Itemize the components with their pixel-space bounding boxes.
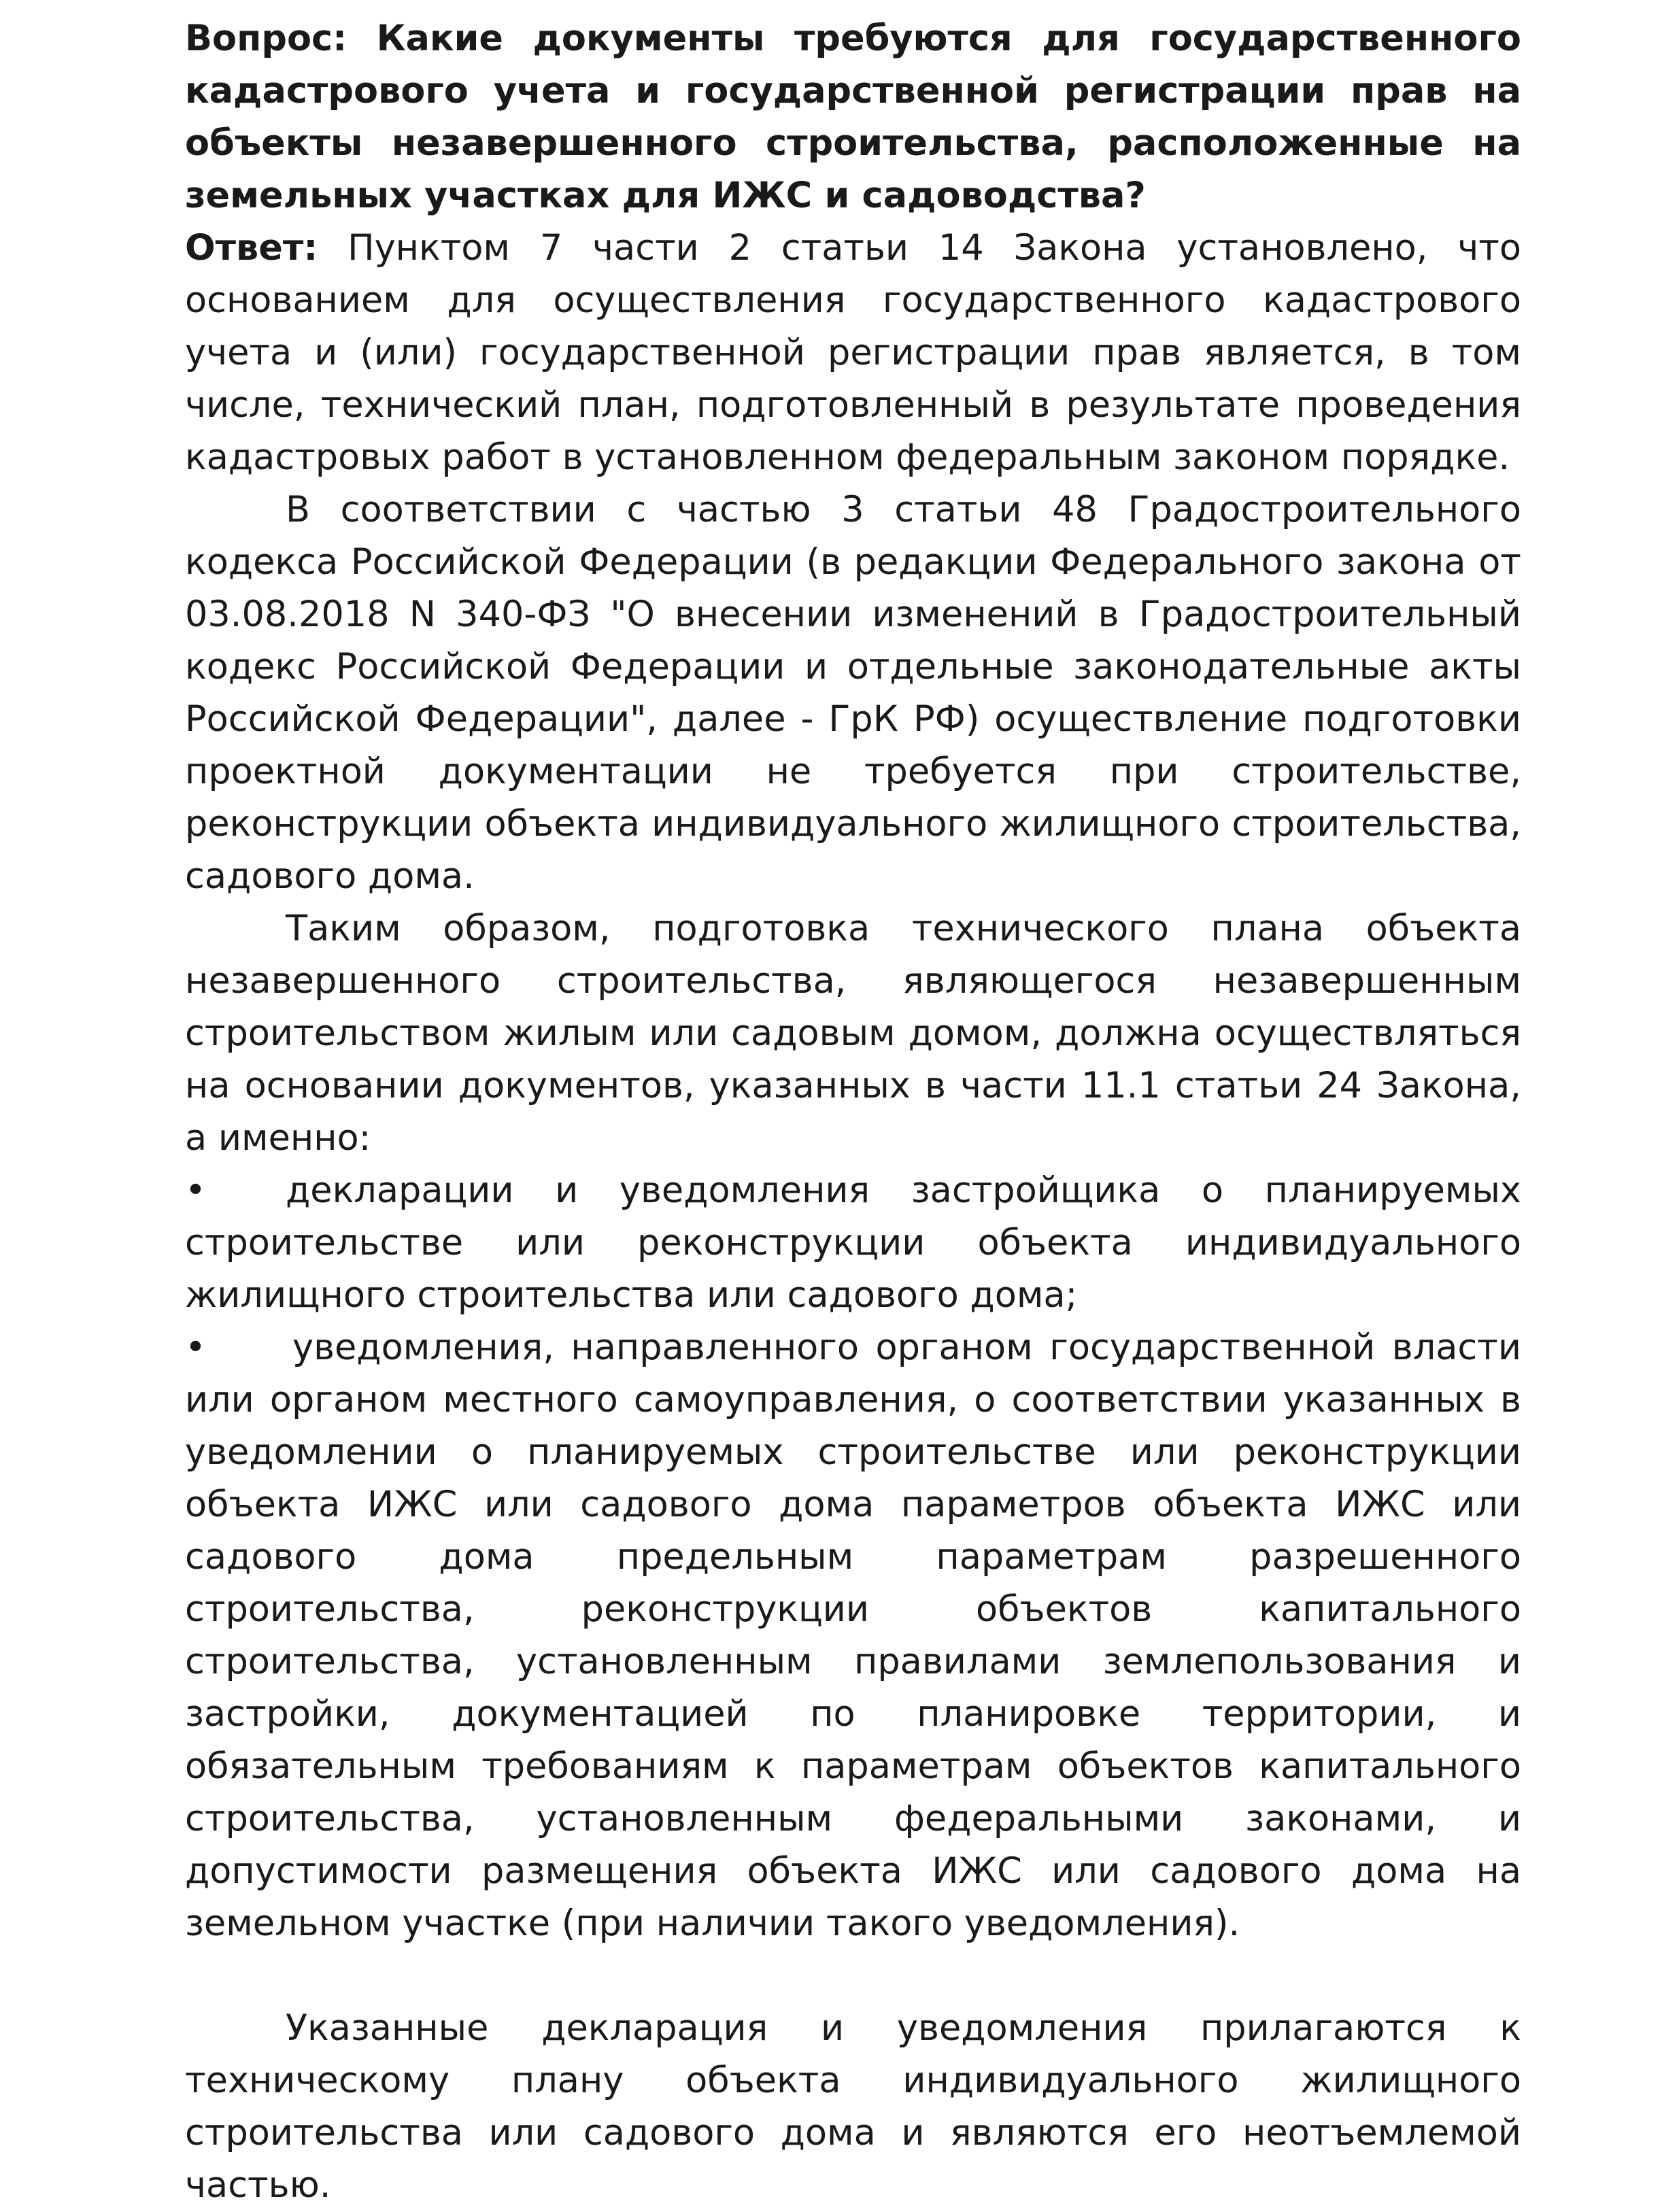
bullet-item-notification (185, 1321, 1521, 1950)
bullet-text: уведомления, направленного органом государственной власти или органом местного самоуправления, о соответствии указанных в уведомлении о планируемых строительстве или реконструкции объекта ИЖС или садового дома параметров объекта ИЖС или садового дома предельным параметрам разрешенного строительства, реконструкции объектов капитального строительства, установленным правилами землепользования и застройки, документацией по планировке территории, и обязательным требованиям к параметрам объектов капитального строительства, установленным федеральными законами, и допустимости размещения объекта ИЖС или садового дома на земельном участке (при наличии такого уведомления). (185, 1327, 1521, 1944)
paragraph-conclusion: Таким образом, подготовка технического плана объекта незавершенного строительства, являющегося незавершенным строительством жилым или садовым домом, должна осуществляться на основании документов, указанных в части 11.1 статьи 24 Закона, а именно: (185, 908, 1521, 1159)
answer-label: Ответ: (185, 227, 318, 269)
bullet-icon: • (185, 1170, 206, 1211)
answer-text: Пунктом 7 части 2 статьи 14 Закона установлено, что основанием для осуществления государственного кадастрового учета и (или) государственной регистрации прав является, в том числе, технический план, подготовленный в результате проведения кадастровых работ в установленном федеральным законом порядке. (185, 227, 1521, 478)
bullet-item-declaration (185, 1164, 1521, 1321)
closing-paragraph: Указанные декларация и уведомления прилагаются к техническому плану объекта индивидуального жилищного строительства или садового дома и являются его неотъемлемой частью. (185, 2007, 1521, 2206)
bullet-text: декларации и уведомления застройщика о планируемых строительстве или реконструкции объекта индивидуального жилищного строительства или садового дома; (185, 1170, 1521, 1316)
question-label: Вопрос: (185, 18, 347, 59)
question-text: Какие документы требуются для государственного кадастрового учета и государственной регистрации прав на объекты незавершенного строительства, расположенные на земельных участках для ИЖС и садоводства? (185, 18, 1521, 216)
blank-line (185, 1950, 1521, 2002)
question-block (185, 12, 1521, 222)
answer-block (185, 222, 1521, 483)
document-body (185, 12, 1521, 2211)
paragraph-grk: В соответствии с частью 3 статьи 48 Градостроительного кодекса Российской Федерации (в редакции Федерального закона от 03.08.2018 N 340-ФЗ "О внесении изменений в Градостроительный кодекс Российской Федерации и отдельные законодательные акты Российской Федерации", далее - ГрК РФ) осуществление подготовки проектной документации не требуется при строительстве, реконструкции объекта индивидуального жилищного строительства, садового дома. (185, 489, 1521, 897)
bullet-icon: • (185, 1327, 206, 1368)
